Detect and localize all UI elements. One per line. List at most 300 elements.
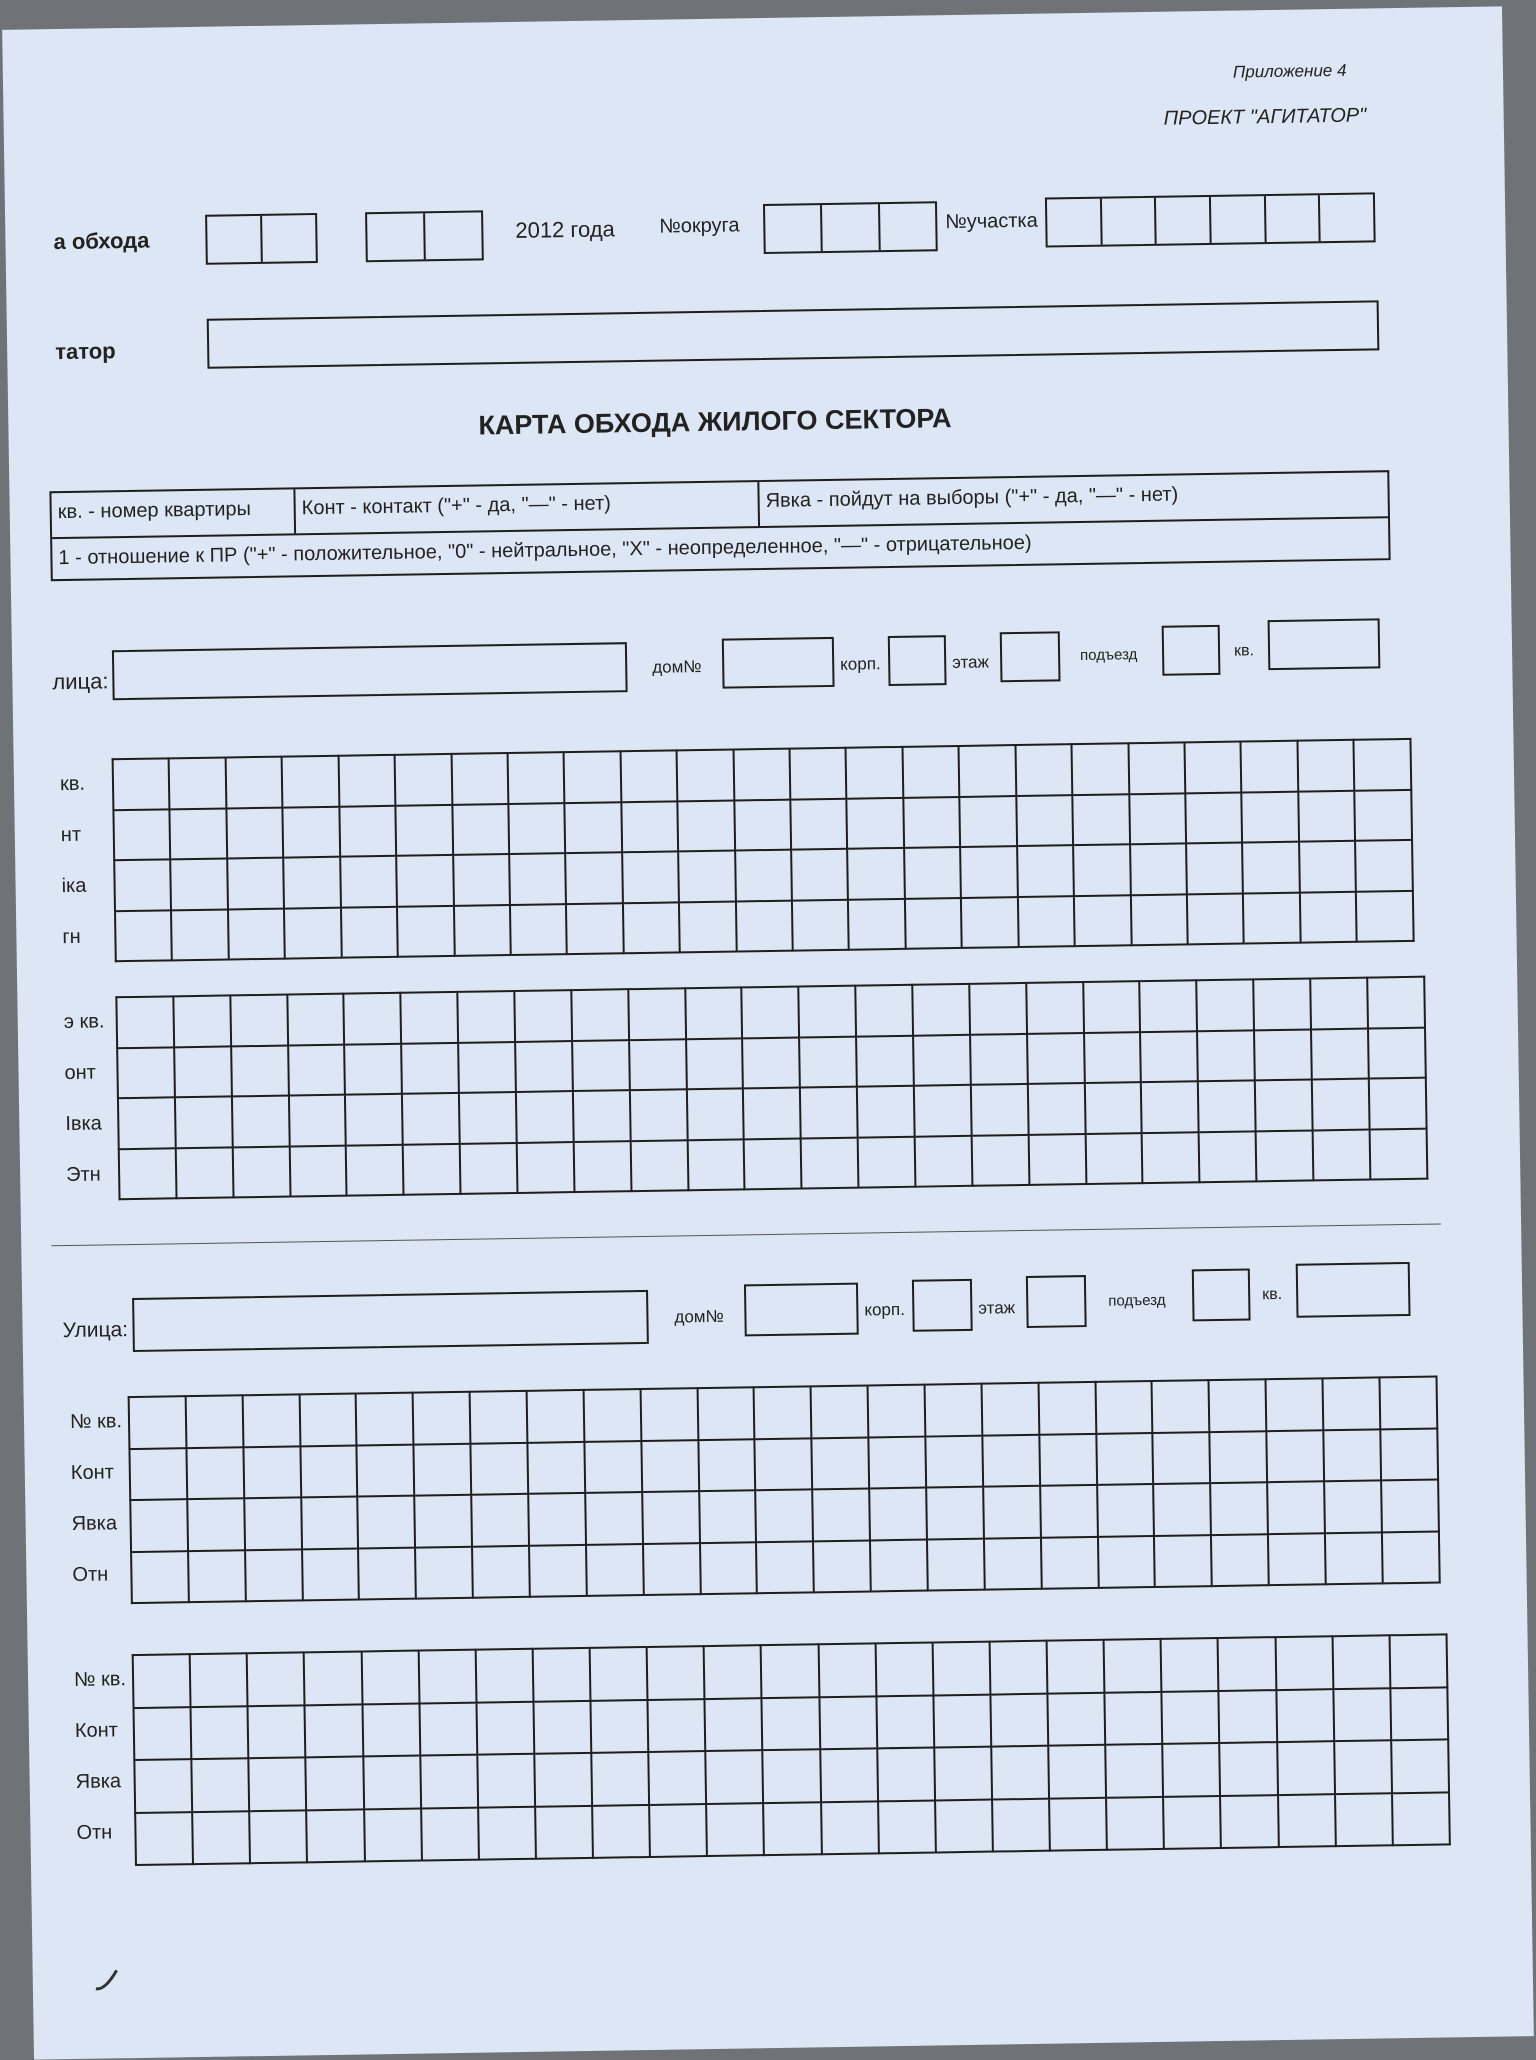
grid-cell[interactable] bbox=[821, 1801, 879, 1854]
grid-cell[interactable] bbox=[959, 745, 1016, 796]
grid-cell[interactable] bbox=[345, 1094, 403, 1145]
grid-cell[interactable] bbox=[134, 1707, 192, 1760]
grid-cell[interactable] bbox=[1048, 1745, 1106, 1798]
grid-cell[interactable] bbox=[1312, 1079, 1370, 1130]
grid-cell[interactable] bbox=[185, 1395, 243, 1447]
grid-cell[interactable] bbox=[345, 1043, 403, 1094]
grid-cell[interactable] bbox=[1186, 843, 1243, 894]
grid-cell[interactable] bbox=[527, 1390, 585, 1442]
grid-cell[interactable] bbox=[472, 1545, 530, 1597]
grid-cell[interactable] bbox=[591, 1752, 649, 1805]
grid-cell[interactable] bbox=[515, 1041, 573, 1092]
grid-cell[interactable] bbox=[1128, 742, 1185, 793]
grid-cell[interactable] bbox=[420, 1755, 478, 1808]
grid-cell[interactable] bbox=[228, 908, 285, 959]
house-field[interactable] bbox=[722, 637, 835, 689]
grid-cell[interactable] bbox=[362, 1703, 420, 1756]
grid-cell[interactable] bbox=[706, 1803, 764, 1856]
grid-cell[interactable] bbox=[628, 988, 686, 1039]
grid-cell[interactable] bbox=[135, 1812, 193, 1865]
grid-cell[interactable] bbox=[1106, 1796, 1164, 1849]
grid-cell[interactable] bbox=[232, 1146, 290, 1197]
grid-cell[interactable] bbox=[130, 1499, 188, 1551]
grid-cell[interactable] bbox=[1197, 979, 1255, 1030]
grid-cell[interactable] bbox=[174, 1046, 232, 1097]
grid-cell[interactable] bbox=[687, 1139, 745, 1190]
grid-cell[interactable] bbox=[119, 1148, 177, 1199]
grid-cell[interactable] bbox=[403, 1143, 461, 1194]
grid-cell[interactable] bbox=[790, 748, 847, 799]
grid-cell[interactable] bbox=[1323, 1429, 1381, 1481]
grid-cell[interactable] bbox=[590, 1647, 648, 1700]
grid-cell[interactable] bbox=[527, 1441, 585, 1493]
grid-cell[interactable] bbox=[1210, 1482, 1268, 1534]
grid-cell[interactable] bbox=[1243, 842, 1300, 893]
grid-cell[interactable] bbox=[1354, 739, 1412, 790]
grid-cell[interactable] bbox=[459, 1092, 517, 1143]
grid-cell[interactable] bbox=[1162, 1743, 1220, 1796]
grid-cell[interactable] bbox=[571, 989, 629, 1040]
grid-cell[interactable] bbox=[935, 1799, 993, 1852]
grid-cell[interactable] bbox=[357, 1444, 415, 1496]
street-field[interactable] bbox=[132, 1290, 649, 1352]
grid-cell[interactable] bbox=[1209, 1379, 1267, 1431]
grid-cell[interactable] bbox=[914, 1085, 972, 1136]
grid-cell[interactable] bbox=[226, 807, 283, 858]
grid-cell[interactable] bbox=[113, 809, 170, 860]
grid-cell[interactable] bbox=[1084, 1032, 1142, 1083]
grid-cell[interactable] bbox=[535, 1805, 593, 1858]
grid-cell[interactable] bbox=[415, 1546, 473, 1598]
grid-cell[interactable] bbox=[932, 1642, 990, 1695]
grid-cell[interactable] bbox=[1097, 1484, 1155, 1536]
grid-cell[interactable] bbox=[1105, 1744, 1163, 1797]
grid-cell[interactable] bbox=[1140, 980, 1198, 1031]
grid-cell[interactable] bbox=[413, 1392, 471, 1444]
grid-cell[interactable] bbox=[1142, 1132, 1200, 1183]
grid-cell[interactable] bbox=[1369, 1078, 1427, 1129]
grid-cell[interactable] bbox=[1130, 894, 1187, 945]
grid-cell[interactable] bbox=[698, 1439, 756, 1491]
grid-cell[interactable] bbox=[509, 853, 566, 904]
agitator-field[interactable] bbox=[207, 300, 1380, 368]
grid-cell[interactable] bbox=[1210, 1431, 1268, 1483]
grid-cell[interactable] bbox=[1368, 1027, 1426, 1078]
grid-cell[interactable] bbox=[763, 1749, 821, 1802]
grid-cell[interactable] bbox=[574, 1141, 632, 1192]
month-field[interactable] bbox=[365, 210, 484, 262]
grid-cell[interactable] bbox=[1141, 1081, 1199, 1132]
grid-cell[interactable] bbox=[1275, 1636, 1333, 1689]
grid-cell[interactable] bbox=[529, 1544, 587, 1596]
grid-cell[interactable] bbox=[1074, 895, 1131, 946]
grid-cell[interactable] bbox=[756, 1541, 814, 1593]
grid-cell[interactable] bbox=[799, 1036, 857, 1087]
grid-cell[interactable] bbox=[418, 1650, 476, 1703]
grid-cell[interactable] bbox=[1027, 1033, 1085, 1084]
grid-cell[interactable] bbox=[565, 802, 622, 853]
grid-cell[interactable] bbox=[915, 1135, 973, 1186]
grid-cell[interactable] bbox=[1391, 1739, 1449, 1792]
grid-cell[interactable] bbox=[1220, 1795, 1278, 1848]
grid-cell[interactable] bbox=[763, 1802, 821, 1855]
grid-cell[interactable] bbox=[856, 1035, 914, 1086]
grid-cell[interactable] bbox=[364, 1808, 422, 1861]
grid-cell[interactable] bbox=[1199, 1131, 1257, 1182]
grid-cell[interactable] bbox=[451, 753, 508, 804]
grid-cell[interactable] bbox=[972, 1134, 1030, 1185]
grid-cell[interactable] bbox=[677, 750, 734, 801]
grid-cell[interactable] bbox=[288, 1044, 346, 1095]
grid-cell[interactable] bbox=[848, 848, 905, 899]
grid-cell[interactable] bbox=[470, 1391, 528, 1443]
grid-cell[interactable] bbox=[970, 1033, 1028, 1084]
grid-cell[interactable] bbox=[961, 897, 1018, 948]
grid-cell[interactable] bbox=[1367, 977, 1425, 1028]
grid-cell[interactable] bbox=[1028, 1083, 1086, 1134]
grid-cell[interactable] bbox=[984, 1537, 1042, 1589]
grid-cell[interactable] bbox=[533, 1648, 591, 1701]
grid-cell[interactable] bbox=[1334, 1740, 1392, 1793]
grid-cell[interactable] bbox=[190, 1653, 248, 1706]
grid-cell[interactable] bbox=[1162, 1691, 1220, 1744]
grid-cell[interactable] bbox=[744, 1138, 802, 1189]
grid-cell[interactable] bbox=[734, 799, 791, 850]
grid-cell[interactable] bbox=[799, 986, 857, 1037]
grid-cell[interactable] bbox=[344, 993, 402, 1044]
grid-cell[interactable] bbox=[630, 1140, 688, 1191]
grid-cell[interactable] bbox=[302, 1548, 360, 1600]
grid-cell[interactable] bbox=[991, 1746, 1049, 1799]
grid-cell[interactable] bbox=[244, 1497, 302, 1549]
grid-cell[interactable] bbox=[755, 1438, 813, 1490]
grid-cell[interactable] bbox=[1324, 1480, 1382, 1532]
grid-cell[interactable] bbox=[171, 909, 228, 960]
grid-cell[interactable] bbox=[630, 1089, 688, 1140]
street-field[interactable] bbox=[112, 642, 628, 700]
grid-cell[interactable] bbox=[1333, 1688, 1391, 1741]
grid-cell[interactable] bbox=[508, 803, 565, 854]
grid-cell[interactable] bbox=[592, 1804, 650, 1857]
grid-cell[interactable] bbox=[1197, 1030, 1255, 1081]
grid-cell[interactable] bbox=[678, 800, 735, 851]
grid-cell[interactable] bbox=[790, 798, 847, 849]
grid-cell[interactable] bbox=[983, 1486, 1041, 1538]
grid-cell[interactable] bbox=[573, 1090, 631, 1141]
grid-cell[interactable] bbox=[1161, 1638, 1219, 1691]
grid-cell[interactable] bbox=[338, 755, 395, 806]
grid-cell[interactable] bbox=[1313, 1129, 1371, 1180]
grid-cell[interactable] bbox=[477, 1754, 535, 1807]
grid-cell[interactable] bbox=[453, 905, 510, 956]
grid-cell[interactable] bbox=[1028, 1134, 1086, 1185]
grid-cell[interactable] bbox=[169, 757, 226, 808]
grid-cell[interactable] bbox=[1381, 1480, 1439, 1532]
grid-cell[interactable] bbox=[704, 1645, 762, 1698]
grid-cell[interactable] bbox=[1085, 1133, 1143, 1184]
grid-cell[interactable] bbox=[475, 1649, 533, 1702]
grid-cell[interactable] bbox=[117, 1047, 175, 1098]
grid-cell[interactable] bbox=[848, 898, 905, 949]
grid-cell[interactable] bbox=[876, 1695, 934, 1748]
grid-cell[interactable] bbox=[819, 1696, 877, 1749]
grid-cell[interactable] bbox=[508, 752, 565, 803]
grid-cell[interactable] bbox=[187, 1498, 245, 1550]
grid-cell[interactable] bbox=[245, 1549, 303, 1601]
grid-cell[interactable] bbox=[686, 1038, 744, 1089]
grid-cell[interactable] bbox=[1379, 1377, 1437, 1429]
grid-cell[interactable] bbox=[133, 1654, 191, 1707]
grid-cell[interactable] bbox=[925, 1384, 983, 1436]
grid-cell[interactable] bbox=[1015, 744, 1072, 795]
grid-cell[interactable] bbox=[232, 1096, 290, 1147]
grid-cell[interactable] bbox=[903, 796, 960, 847]
grid-cell[interactable] bbox=[307, 1809, 365, 1862]
floor-field[interactable] bbox=[1026, 1275, 1087, 1328]
grid-cell[interactable] bbox=[356, 1393, 414, 1445]
grid-cell[interactable] bbox=[648, 1699, 706, 1752]
grid-cell[interactable] bbox=[358, 1496, 416, 1548]
grid-cell[interactable] bbox=[227, 858, 284, 909]
grid-cell[interactable] bbox=[927, 1538, 985, 1590]
grid-cell[interactable] bbox=[1038, 1382, 1096, 1434]
grid-cell[interactable] bbox=[736, 900, 793, 951]
grid-cell[interactable] bbox=[402, 1093, 460, 1144]
grid-cell[interactable] bbox=[649, 1804, 707, 1857]
grid-cell[interactable] bbox=[647, 1646, 705, 1699]
grid-cell[interactable] bbox=[1389, 1634, 1447, 1687]
grid-cell[interactable] bbox=[925, 1435, 983, 1487]
grid-cell[interactable] bbox=[846, 747, 903, 798]
grid-cell[interactable] bbox=[1277, 1741, 1335, 1794]
grid-cell[interactable] bbox=[1140, 1031, 1198, 1082]
grid-cell[interactable] bbox=[1390, 1687, 1448, 1740]
grid-cell[interactable] bbox=[243, 1446, 301, 1498]
grid-cell[interactable] bbox=[415, 1495, 473, 1547]
grid-cell[interactable] bbox=[564, 751, 621, 802]
grid-cell[interactable] bbox=[584, 1441, 642, 1493]
grid-cell[interactable] bbox=[905, 897, 962, 948]
grid-cell[interactable] bbox=[812, 1437, 870, 1489]
grid-cell[interactable] bbox=[1369, 1128, 1427, 1179]
grid-cell[interactable] bbox=[960, 846, 1017, 897]
grid-cell[interactable] bbox=[812, 1488, 870, 1540]
grid-cell[interactable] bbox=[300, 1445, 358, 1497]
grid-cell[interactable] bbox=[971, 1084, 1029, 1135]
grid-cell[interactable] bbox=[414, 1443, 472, 1495]
grid-cell[interactable] bbox=[453, 854, 510, 905]
grid-cell[interactable] bbox=[818, 1643, 876, 1696]
grid-cell[interactable] bbox=[346, 1144, 404, 1195]
grid-cell[interactable] bbox=[242, 1394, 300, 1446]
grid-cell[interactable] bbox=[643, 1543, 701, 1595]
grid-cell[interactable] bbox=[1278, 1794, 1336, 1847]
grid-cell[interactable] bbox=[114, 859, 171, 910]
grid-cell[interactable] bbox=[791, 849, 848, 900]
grid-cell[interactable] bbox=[1026, 982, 1084, 1033]
entrance-field[interactable] bbox=[1162, 625, 1221, 676]
grid-cell[interactable] bbox=[225, 757, 282, 808]
grid-cell[interactable] bbox=[339, 805, 396, 856]
grid-cell[interactable] bbox=[1253, 978, 1311, 1029]
grid-cell[interactable] bbox=[283, 806, 340, 857]
grid-cell[interactable] bbox=[762, 1697, 820, 1750]
grid-cell[interactable] bbox=[1017, 845, 1074, 896]
grid-cell[interactable] bbox=[248, 1705, 306, 1758]
grid-cell[interactable] bbox=[629, 1039, 687, 1090]
grid-cell[interactable] bbox=[792, 899, 849, 950]
grid-cell[interactable] bbox=[1241, 741, 1298, 792]
canvass-grid[interactable] bbox=[115, 976, 1428, 1201]
grid-cell[interactable] bbox=[875, 1642, 933, 1695]
grid-cell[interactable] bbox=[1300, 891, 1357, 942]
grid-cell[interactable] bbox=[733, 749, 790, 800]
grid-cell[interactable] bbox=[1243, 892, 1300, 943]
grid-cell[interactable] bbox=[1256, 1130, 1314, 1181]
grid-cell[interactable] bbox=[641, 1440, 699, 1492]
grid-cell[interactable] bbox=[686, 1088, 744, 1139]
grid-cell[interactable] bbox=[192, 1811, 250, 1864]
grid-cell[interactable] bbox=[679, 901, 736, 952]
grid-cell[interactable] bbox=[1220, 1742, 1278, 1795]
grid-cell[interactable] bbox=[171, 858, 228, 909]
grid-cell[interactable] bbox=[1095, 1381, 1153, 1433]
grid-cell[interactable] bbox=[622, 851, 679, 902]
grid-cell[interactable] bbox=[1325, 1532, 1383, 1584]
grid-cell[interactable] bbox=[566, 903, 623, 954]
grid-cell[interactable] bbox=[1211, 1534, 1269, 1586]
grid-cell[interactable] bbox=[361, 1651, 419, 1704]
canvass-grid[interactable] bbox=[128, 1376, 1441, 1605]
grid-cell[interactable] bbox=[1268, 1533, 1326, 1585]
grid-cell[interactable] bbox=[458, 1041, 516, 1092]
grid-cell[interactable] bbox=[249, 1757, 307, 1810]
grid-cell[interactable] bbox=[878, 1800, 936, 1853]
grid-cell[interactable] bbox=[1255, 1079, 1313, 1130]
floor-field[interactable] bbox=[1000, 631, 1061, 682]
grid-cell[interactable] bbox=[1380, 1428, 1438, 1480]
grid-cell[interactable] bbox=[699, 1490, 757, 1542]
district-field[interactable] bbox=[763, 201, 938, 254]
grid-cell[interactable] bbox=[1323, 1377, 1381, 1429]
grid-cell[interactable] bbox=[1072, 743, 1129, 794]
grid-cell[interactable] bbox=[761, 1644, 819, 1697]
grid-cell[interactable] bbox=[1083, 981, 1141, 1032]
grid-cell[interactable] bbox=[397, 905, 454, 956]
grid-cell[interactable] bbox=[960, 796, 1017, 847]
grid-cell[interactable] bbox=[982, 1434, 1040, 1486]
grid-cell[interactable] bbox=[1163, 1795, 1221, 1848]
grid-cell[interactable] bbox=[926, 1487, 984, 1539]
grid-cell[interactable] bbox=[283, 857, 340, 908]
grid-cell[interactable] bbox=[869, 1488, 927, 1540]
grid-cell[interactable] bbox=[534, 1753, 592, 1806]
grid-cell[interactable] bbox=[1152, 1380, 1210, 1432]
grid-cell[interactable] bbox=[1219, 1690, 1277, 1743]
grid-cell[interactable] bbox=[129, 1448, 187, 1500]
grid-cell[interactable] bbox=[305, 1704, 363, 1757]
grid-cell[interactable] bbox=[583, 1389, 641, 1441]
grid-cell[interactable] bbox=[735, 850, 792, 901]
grid-cell[interactable] bbox=[1299, 841, 1356, 892]
grid-cell[interactable] bbox=[289, 1145, 347, 1196]
grid-cell[interactable] bbox=[510, 904, 567, 955]
grid-cell[interactable] bbox=[533, 1700, 591, 1753]
grid-cell[interactable] bbox=[471, 1494, 529, 1546]
grid-cell[interactable] bbox=[590, 1699, 648, 1752]
grid-cell[interactable] bbox=[678, 850, 735, 901]
grid-cell[interactable] bbox=[306, 1756, 364, 1809]
grid-cell[interactable] bbox=[113, 758, 170, 809]
grid-cell[interactable] bbox=[131, 1551, 189, 1603]
grid-cell[interactable] bbox=[340, 856, 397, 907]
grid-cell[interactable] bbox=[1356, 890, 1414, 941]
grid-cell[interactable] bbox=[855, 985, 913, 1036]
grid-cell[interactable] bbox=[847, 797, 904, 848]
grid-cell[interactable] bbox=[904, 847, 961, 898]
grid-cell[interactable] bbox=[517, 1142, 575, 1193]
grid-cell[interactable] bbox=[363, 1756, 421, 1809]
grid-cell[interactable] bbox=[129, 1396, 187, 1448]
grid-cell[interactable] bbox=[969, 983, 1027, 1034]
grid-cell[interactable] bbox=[620, 750, 677, 801]
grid-cell[interactable] bbox=[1355, 789, 1413, 840]
grid-cell[interactable] bbox=[811, 1385, 869, 1437]
grid-cell[interactable] bbox=[118, 1097, 176, 1148]
grid-cell[interactable] bbox=[1310, 978, 1368, 1029]
grid-cell[interactable] bbox=[230, 995, 288, 1046]
grid-cell[interactable] bbox=[706, 1750, 764, 1803]
grid-cell[interactable] bbox=[1039, 1433, 1097, 1485]
grid-cell[interactable] bbox=[1129, 793, 1186, 844]
grid-cell[interactable] bbox=[282, 756, 339, 807]
grid-cell[interactable] bbox=[1297, 740, 1354, 791]
grid-cell[interactable] bbox=[697, 1387, 755, 1439]
grid-cell[interactable] bbox=[395, 754, 452, 805]
entrance-field[interactable] bbox=[1192, 1268, 1251, 1321]
grid-cell[interactable] bbox=[304, 1651, 362, 1704]
grid-cell[interactable] bbox=[516, 1091, 574, 1142]
grid-cell[interactable] bbox=[902, 746, 959, 797]
grid-cell[interactable] bbox=[621, 801, 678, 852]
grid-cell[interactable] bbox=[116, 996, 174, 1047]
grid-cell[interactable] bbox=[401, 1042, 459, 1093]
grid-cell[interactable] bbox=[301, 1497, 359, 1549]
grid-cell[interactable] bbox=[396, 855, 453, 906]
grid-cell[interactable] bbox=[289, 1095, 347, 1146]
grid-cell[interactable] bbox=[514, 990, 572, 1041]
grid-cell[interactable] bbox=[1332, 1635, 1390, 1688]
grid-cell[interactable] bbox=[457, 991, 515, 1042]
grid-cell[interactable] bbox=[358, 1547, 416, 1599]
grid-cell[interactable] bbox=[287, 994, 345, 1045]
grid-cell[interactable] bbox=[173, 995, 231, 1046]
grid-cell[interactable] bbox=[1073, 844, 1130, 895]
grid-cell[interactable] bbox=[868, 1385, 926, 1437]
grid-cell[interactable] bbox=[231, 1045, 289, 1096]
grid-cell[interactable] bbox=[1185, 792, 1242, 843]
grid-cell[interactable] bbox=[284, 907, 341, 958]
grid-cell[interactable] bbox=[585, 1492, 643, 1544]
grid-cell[interactable] bbox=[1266, 1430, 1324, 1482]
building-field[interactable] bbox=[888, 635, 947, 686]
grid-cell[interactable] bbox=[877, 1747, 935, 1800]
grid-cell[interactable] bbox=[1298, 790, 1355, 841]
grid-cell[interactable] bbox=[134, 1759, 192, 1812]
grid-cell[interactable] bbox=[188, 1550, 246, 1602]
grid-cell[interactable] bbox=[471, 1442, 529, 1494]
grid-cell[interactable] bbox=[1311, 1028, 1369, 1079]
